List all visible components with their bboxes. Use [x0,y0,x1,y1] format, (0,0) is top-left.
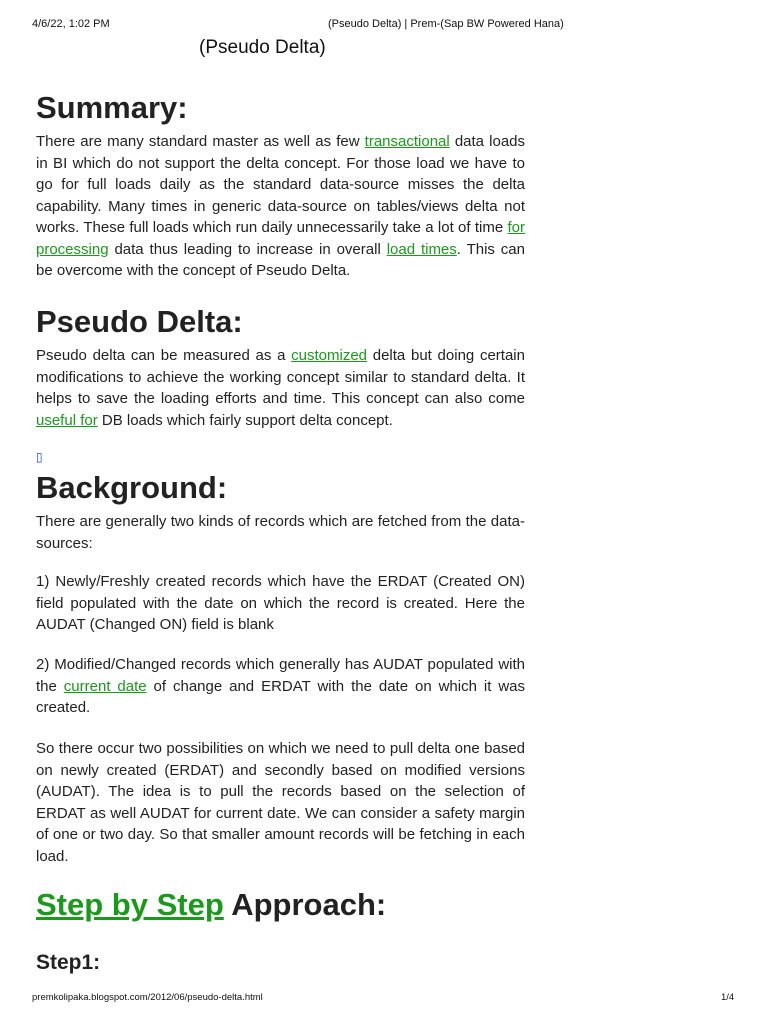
text-run: Pseudo delta can be measured as a [36,347,292,364]
load-times-link[interactable]: load times [386,240,457,258]
text-run: data loads in BI which do not support the delta concept. For those load we have to go for full loads daily as the standard data-source misses the delta capability. Many times in generic data-source on tables/views delta not works. These full loads which run daily unnecessarily take a lot of time [36,133,525,236]
print-header-datetime: 4/6/22, 1:02 PM [32,18,110,30]
text-run: DB loads which fairly support delta concept. [97,411,393,429]
pseudo-delta-paragraph [36,345,525,431]
print-footer-page-number: 1/4 [721,992,735,1003]
text-run: . This can be overcome with the concept of Pseudo Delta. [36,240,525,279]
text-run: 2) Modified/Changed records which generally has AUDAT populated with the [36,656,525,695]
text-run: data thus leading to increase in overall [108,240,387,258]
print-header-title: (Pseudo Delta) | Prem-(Sap BW Powered Hana) [328,18,564,30]
missing-image-icon: ▯ [36,450,43,464]
for-processing-link[interactable]: for processing [36,219,525,258]
customized-link[interactable]: customized [291,347,368,364]
step-by-step-link[interactable]: Step by Step [36,887,224,922]
step1-heading: Step1: [36,951,101,974]
approach-heading-text: Approach: [223,887,387,922]
background-paragraph-3 [36,654,525,719]
text-run: There are many standard master as well as few [36,133,365,150]
text-run: delta but doing certain modifications to achieve the working concept similar to standard delta. It helps to save the loading efforts and time. This concept can also come [36,347,525,407]
page-subtitle: (Pseudo Delta) [199,37,326,58]
background-paragraph-2: 1) Newly/Freshly created records which have the ERDAT (Created ON) field populated with the date on which the record is created. Here the AUDAT (Changed ON) field is blank [36,573,525,633]
background-heading: Background: [36,470,228,505]
print-footer-url: premkolipaka.blogspot.com/2012/06/pseudo-delta.html [32,992,263,1003]
summary-paragraph [36,131,525,282]
current-date-link[interactable]: current date [63,677,147,695]
transactional-link[interactable]: transactional [364,133,450,150]
useful-for-link[interactable]: useful for [36,411,98,429]
background-paragraph-4: So there occur two possibilities on which we need to pull delta one based on newly created (ERDAT) and secondly based on modified versions (AUDAT). The idea is to pull the records based on the selection of ERDAT as well AUDAT for current date. We can consider a safety margin of one or two day. So that smaller amount records will be fetching in each load. [36,740,525,865]
background-paragraph-1: There are generally two kinds of records which are fetched from the data-sources: [36,513,525,552]
pseudo-delta-heading: Pseudo Delta: [36,304,243,339]
text-run: of change and ERDAT with the date on which it was created. [36,677,525,716]
summary-heading: Summary: [36,90,188,125]
approach-heading [36,887,386,923]
